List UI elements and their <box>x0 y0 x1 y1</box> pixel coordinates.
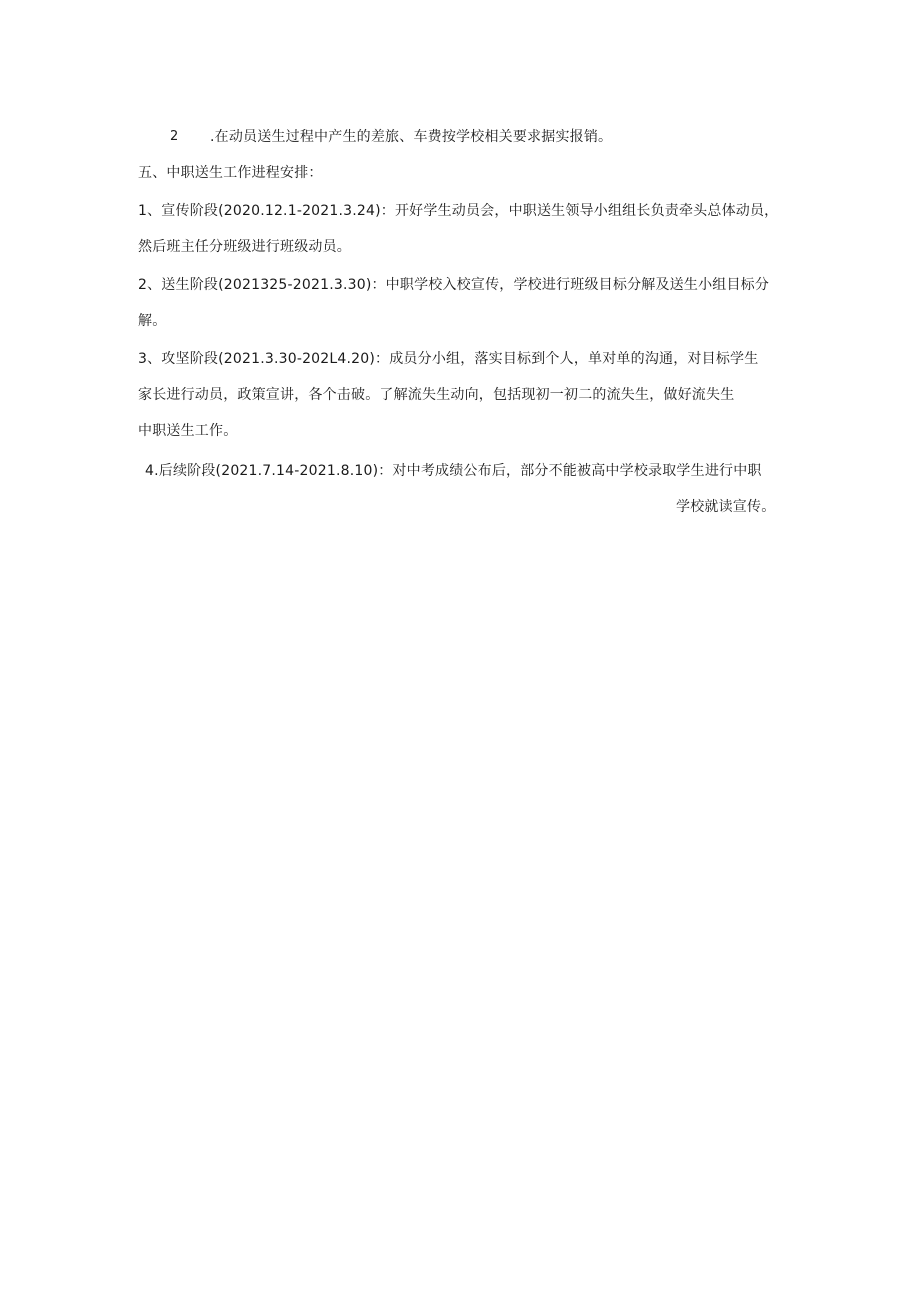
stage4-line2: 学校就读宣传。 <box>676 499 776 515</box>
stage1-line1: 1、宣传阶段(2020.12.1-2021.3.24)：开好学生动员会，中职送生领导小组组长负责牵头总体动员， <box>138 203 779 219</box>
stage3-line3: 中职送生工作。 <box>138 423 238 439</box>
item-number: 2 <box>170 129 179 144</box>
stage3-line1: 3、攻坚阶段(2021.3.30-202L4.20)：成员分小组，落实目标到个人，单对单的沟通，对目标学生 <box>138 351 759 367</box>
section-heading: 五、中职送生工作进程安排： <box>138 165 323 181</box>
item-text: .在动员送生过程中产生的差旅、车费按学校相关要求据实报销。 <box>210 129 613 145</box>
stage2-line1: 2、送生阶段(2021325-2021.3.30)：中职学校入校宣传，学校进行班级目标分解及送生小组目标分 <box>138 277 770 293</box>
stage4-line1: 4.后续阶段(2021.7.14-2021.8.10)：对中考成绩公布后，部分不能被高中学校录取学生进行中职 <box>145 463 762 479</box>
stage2-line2: 解。 <box>138 313 167 329</box>
stage1-line2: 然后班主任分班级进行班级动员。 <box>138 239 351 255</box>
stage3-line2: 家长进行动员，政策宣讲，各个击破。了解流失生动向，包括现初一初二的流失生，做好流失生 <box>138 387 735 403</box>
